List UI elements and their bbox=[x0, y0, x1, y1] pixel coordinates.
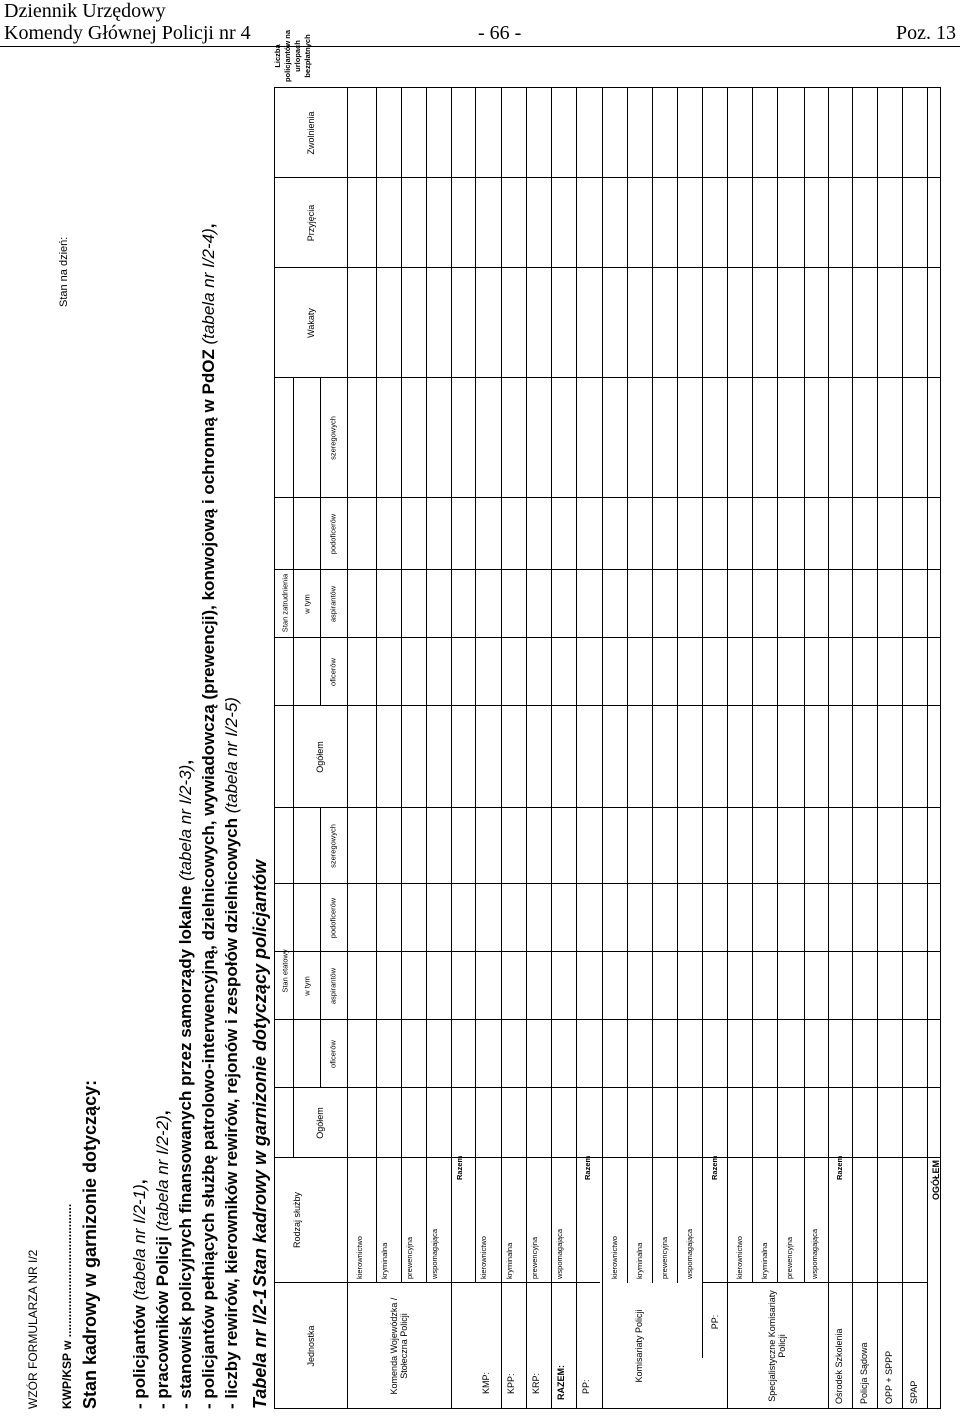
table-gridline bbox=[877, 88, 878, 1408]
table-gridline bbox=[320, 951, 940, 952]
table-gridline bbox=[320, 497, 940, 498]
scope-item: - pracowników Policji (tabela nr I/2-2), bbox=[153, 1110, 172, 1409]
table-gridline bbox=[320, 808, 321, 1088]
unit-osrodek: Ośrodek Szkolenia bbox=[834, 1328, 844, 1404]
col-header-wakaty: Wakaty bbox=[306, 308, 316, 338]
col-header-przyjecia: Przyjęcia bbox=[306, 204, 316, 242]
table-gridline bbox=[320, 569, 940, 570]
table-gridline bbox=[275, 807, 940, 808]
table-gridline bbox=[927, 88, 928, 1408]
unit-krp: KRP: bbox=[531, 1372, 541, 1394]
col-header-aspirantow: aspirantów bbox=[328, 967, 338, 1005]
table-gridline bbox=[293, 378, 294, 808]
table-gridline bbox=[526, 88, 527, 1408]
komisariaty-service-3: wspomagająca bbox=[685, 1228, 694, 1279]
specjalistyczne-service-3: wspomagająca bbox=[810, 1228, 819, 1279]
kwp-service-3: wspomagająca bbox=[430, 1228, 439, 1279]
kwp-service-1: kryminalna bbox=[380, 1242, 389, 1279]
col-header-oficerow: oficerów bbox=[328, 1040, 338, 1068]
unit-pp: PP: bbox=[581, 1379, 591, 1394]
table-gridline bbox=[652, 88, 653, 1283]
unit-kmp: KMP: bbox=[481, 1371, 491, 1394]
unit-kwp: Komenda Wojewódzka / Stołeczna Policji bbox=[389, 1297, 409, 1395]
unit-razem-caps: RAZEM: bbox=[556, 1365, 566, 1400]
table-gridline bbox=[702, 1282, 928, 1283]
table-gridline bbox=[677, 88, 678, 1283]
page-header bbox=[0, 0, 960, 48]
table-title: Stan kadrowy w garnizonie dotyczący policjantów bbox=[250, 859, 270, 1287]
komisariaty-service-2: prewencyjna bbox=[660, 1236, 669, 1279]
col-header-urlopy-bezplatne: Liczba policjantów na urlopach bezpłatnych bbox=[273, 29, 312, 83]
razem-service: wspomagająca bbox=[555, 1228, 564, 1279]
col-header-podoficerow: podoficerów bbox=[328, 897, 338, 939]
unit-komisariaty: Komisariaty Policji bbox=[634, 1309, 644, 1383]
scope-list bbox=[128, 223, 243, 1409]
table-gridline bbox=[475, 88, 476, 1283]
col-header-szeregowych-zatrudnienia: szeregowych bbox=[328, 416, 338, 460]
col-header-jednostka: Jednostka bbox=[306, 1325, 316, 1367]
table-gridline bbox=[501, 88, 502, 1408]
table-gridline bbox=[702, 88, 703, 1283]
table-gridline bbox=[451, 88, 452, 1408]
col-header-w-tym-zatrudnienia: w tym bbox=[302, 594, 312, 614]
komisariaty-service-0: kierownictwo bbox=[610, 1236, 619, 1279]
col-header-szeregowych: szeregowych bbox=[328, 824, 338, 868]
table-gridline bbox=[275, 267, 940, 268]
table-gridline bbox=[401, 88, 402, 1283]
unit-specjalistyczne: Specjalistyczne Komisariaty Policji bbox=[767, 1290, 787, 1402]
table-gridline bbox=[902, 88, 903, 1408]
col-header-ogolem: Ogółem bbox=[315, 1107, 325, 1139]
kwp-razem: Razem bbox=[455, 1155, 464, 1180]
table-gridline bbox=[804, 88, 805, 1283]
komisariaty-razem: Razem bbox=[710, 1155, 719, 1180]
col-header-ogolem-zatrudnienia: Ogółem bbox=[315, 741, 325, 773]
scope-item: - liczby rewirów, kierowników rewirów, rejonów i zespołów dzielnicowych (tabela nr I/2-5) bbox=[222, 697, 241, 1409]
position-number: Poz. 13 bbox=[896, 22, 956, 44]
kmp-service: kierownictwo bbox=[479, 1236, 488, 1279]
journal-authority: Komendy Głównej Policji nr 4 bbox=[4, 22, 251, 44]
specjalistyczne-service-0: kierownictwo bbox=[735, 1236, 744, 1279]
col-header-aspirantow-zatrudnienia: aspirantów bbox=[328, 585, 338, 623]
table-gridline bbox=[320, 1019, 940, 1020]
table-gridline bbox=[828, 88, 829, 1408]
kwp-service-2: prewencyjna bbox=[405, 1236, 414, 1279]
unit-sadowa: Policja Sądowa bbox=[859, 1342, 869, 1404]
table-gridline bbox=[777, 88, 778, 1283]
table-gridline bbox=[275, 177, 940, 178]
table-gridline bbox=[426, 88, 427, 1283]
scope-item: - policjantów pełniących służbę patrolowo-interwencyjną, dzielnicowych, wywiadowczą (prewencji), konwojową i ochronną w PdOZ (tabela nr I/2-4), bbox=[199, 223, 218, 1409]
table-gridline bbox=[293, 808, 294, 1158]
kwp-service-0: kierownictwo bbox=[355, 1236, 364, 1279]
state-date-label: Stan na dzień: bbox=[58, 236, 70, 307]
unit-kpp: KPP: bbox=[506, 1373, 516, 1394]
form-label: WZÓR FORMULARZA NR I/2 bbox=[26, 1249, 40, 1409]
unit-opp: OPP + SPPP bbox=[884, 1350, 894, 1404]
table-gridline bbox=[347, 88, 348, 1408]
col-header-podoficerow-zatrudnienia: podoficerów bbox=[328, 513, 338, 555]
scope-item: - stanowisk policyjnych finansowanych przez samorządy lokalne (tabela nr I/2-3), bbox=[176, 759, 195, 1409]
table-gridline bbox=[551, 88, 552, 1408]
table-gridline bbox=[576, 88, 577, 1408]
unit-line: KWP/KSP w ........................................ bbox=[60, 1203, 74, 1409]
table-gridline bbox=[275, 377, 940, 378]
table-gridline bbox=[752, 88, 753, 1283]
journal-title: Dziennik Urzędowy bbox=[4, 0, 166, 22]
komisariaty-service-1: kryminalna bbox=[635, 1242, 644, 1279]
pp-razem: Razem bbox=[583, 1155, 592, 1180]
table-gridline bbox=[275, 705, 940, 706]
specjalistyczne-razem: Razem bbox=[835, 1155, 844, 1180]
header-rule bbox=[0, 46, 960, 47]
specjalistyczne-service-1: kryminalna bbox=[760, 1242, 769, 1279]
unit-spap: SPAP bbox=[909, 1380, 919, 1404]
table-gridline bbox=[320, 883, 940, 884]
table-gridline bbox=[320, 378, 321, 706]
table-gridline bbox=[627, 88, 628, 1283]
specjalistyczne-service-2: prewencyjna bbox=[785, 1236, 794, 1279]
col-header-zwolnienia: Zwolnienia bbox=[306, 111, 316, 155]
table-gridline bbox=[852, 88, 853, 1408]
col-header-rodzaj-sluzby: Rodzaj służby bbox=[292, 1191, 302, 1249]
scope-item: - policjantów (tabela nr I/2-1), bbox=[130, 1179, 149, 1409]
form-heading: Stan kadrowy w garnizonie dotyczący: bbox=[80, 1079, 100, 1409]
col-header-stan-etatowy: Stan etatowy bbox=[280, 949, 290, 993]
unit-pp-sub: PP: bbox=[710, 1314, 720, 1330]
table-gridline bbox=[376, 88, 377, 1283]
kpp-service: kryminalna bbox=[505, 1242, 514, 1279]
table-gridline bbox=[320, 637, 940, 638]
col-header-oficerow-zatrudnienia: oficerów bbox=[328, 658, 338, 686]
table-gridline bbox=[275, 1087, 940, 1088]
krp-service: prewencyjna bbox=[530, 1236, 539, 1279]
table-gridline bbox=[602, 88, 603, 1408]
page-number: - 66 - bbox=[478, 22, 522, 44]
table-gridline bbox=[727, 88, 728, 1408]
col-header-w-tym: w tym bbox=[302, 976, 312, 996]
unit-ogolem: OGÓŁEM bbox=[931, 1160, 941, 1200]
table-label: Tabela nr I/2-1 bbox=[250, 1288, 270, 1409]
col-header-stan-zatrudnienia: Stan zatrudnienia bbox=[280, 573, 290, 633]
